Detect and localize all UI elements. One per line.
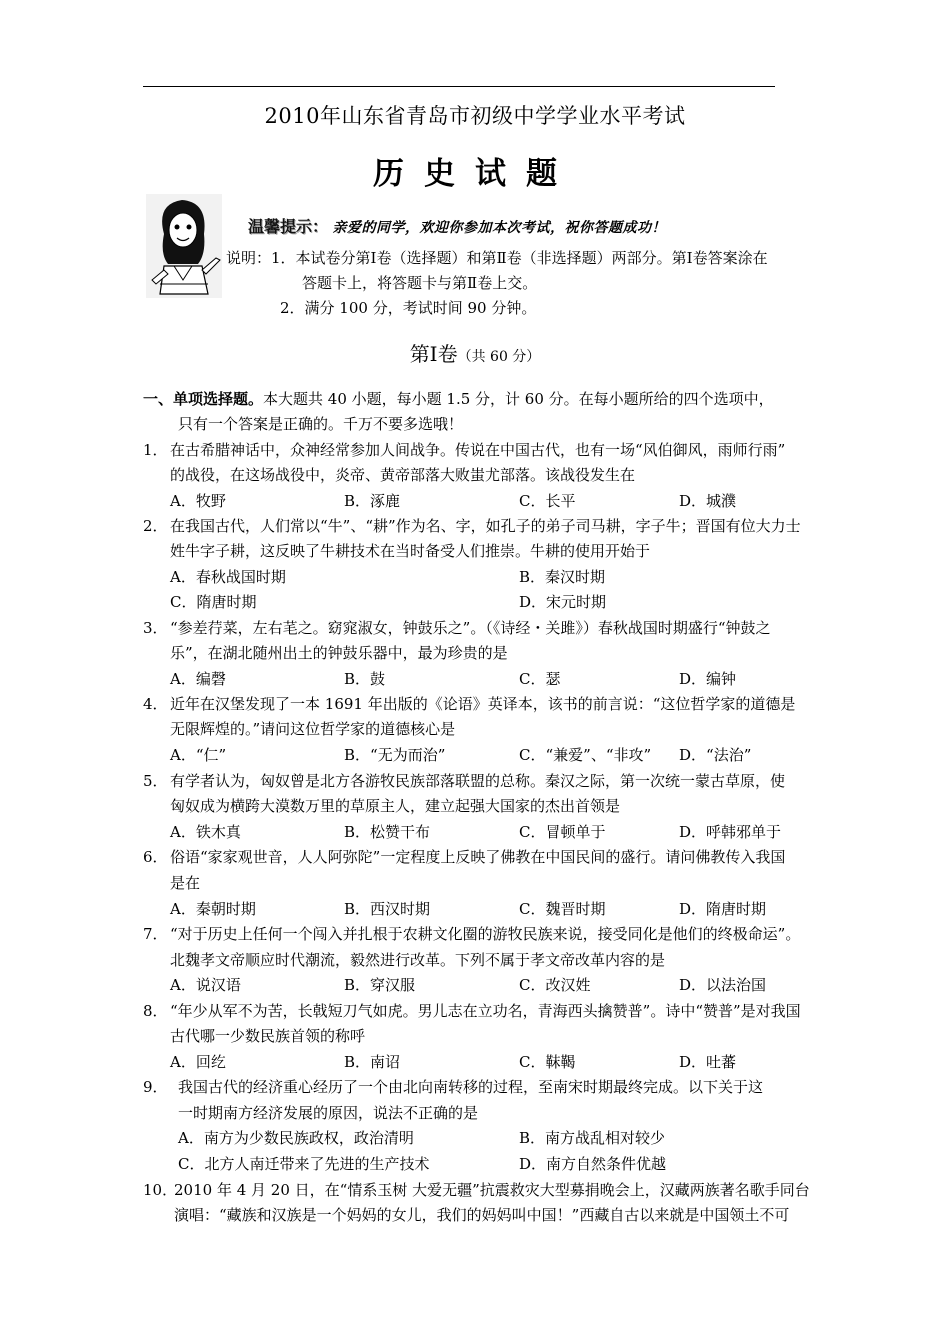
question-9-number: 9． [143, 1078, 168, 1096]
notes-line-1: 说明：1．本试卷分第Ⅰ卷（选择题）和第Ⅱ卷（非选择题）两部分。第Ⅰ卷答案涂在 [226, 249, 768, 267]
section-heading [0, 338, 950, 367]
tip-label: 温馨提示： [248, 217, 329, 236]
question-7-number: 7． [143, 925, 168, 943]
question-3-option-a: A．编磬 [170, 670, 226, 688]
question-4-line-1: 近年在汉堡发现了一本 1691 年出版的《论语》英译本，该书的前言说：“这位哲学家的道德是 [170, 695, 796, 713]
question-4-option-d: D．“法治” [679, 746, 752, 764]
question-1-option-c: C．长平 [519, 492, 576, 510]
question-8-option-d: D．吐蕃 [679, 1053, 737, 1071]
question-1-option-d: D．城濮 [679, 492, 737, 510]
question-1-option-a: A．牧野 [170, 492, 226, 510]
question-2-number: 2． [143, 517, 168, 535]
question-2-line-2: 姓牛字子耕，这反映了牛耕技术在当时备受人们推崇。牛耕的使用开始于 [170, 542, 651, 560]
instructions-line-1 [143, 389, 774, 409]
question-7-option-c: C．改汉姓 [519, 976, 591, 994]
question-6-line-1: 俗语“家家观世音，人人阿弥陀”一定程度上反映了佛教在中国民间的盛行。请问佛教传入我国 [170, 848, 786, 866]
question-6-option-c: C．魏晋时期 [519, 900, 606, 918]
instructions-label: 一、单项选择题。 [143, 390, 264, 408]
section-subtitle: （共 60 分） [457, 349, 541, 365]
question-6-option-b: B．西汉时期 [344, 900, 431, 918]
question-7-line-1: “对于历史上任何一个闯入并扎根于农耕文化圈的游牧民族来说，接受同化是他们的终极命运”。 [170, 925, 801, 943]
question-6-number: 6． [143, 848, 168, 866]
question-4-line-2: 无限辉煌的。”请问这位哲学家的道德核心是 [170, 720, 456, 738]
question-3-line-2: 乐”，在湖北随州出土的钟鼓乐器中，最为珍贵的是 [170, 644, 508, 662]
question-7-option-b: B．穿汉服 [344, 976, 416, 994]
question-5-number: 5． [143, 772, 168, 790]
question-8-option-b: B．南诏 [344, 1053, 401, 1071]
question-9-option-a: A．南方为少数民族政权，政治清明 [178, 1129, 414, 1147]
question-4-option-c: C．“兼爱”、“非攻” [519, 746, 652, 764]
question-1-number: 1． [143, 441, 168, 459]
question-10-number: 10． [143, 1181, 178, 1199]
question-9-line-2: 一时期南方经济发展的原因，说法不正确的是 [178, 1104, 479, 1122]
question-4-option-a: A．“仁” [170, 746, 227, 764]
question-2-option-c: C．隋唐时期 [170, 593, 257, 611]
question-4-option-b: B．“无为而治” [344, 746, 446, 764]
top-rule [143, 86, 775, 87]
section-title: 第Ⅰ卷 [409, 342, 458, 366]
exam-title: 2010年山东省青岛市初级中学学业水平考试 [264, 104, 686, 128]
question-3-option-d: D．编钟 [679, 670, 737, 688]
question-9-option-c: C．北方人南迁带来了先进的生产技术 [178, 1155, 430, 1173]
question-3-option-c: C．瑟 [519, 670, 561, 688]
question-10-line-1: 2010 年 4 月 20 日，在“情系玉树 大爱无疆”抗震救灾大型募捐晚会上，汉藏两族著名歌手同台 [174, 1181, 810, 1199]
question-7-line-2: 北魏孝文帝顺应时代潮流，毅然进行改革。下列不属于孝文帝改革内容的是 [170, 951, 666, 969]
subject-title: 历史试题 [373, 156, 577, 192]
cartoon-girl-icon [146, 194, 222, 298]
question-5-option-c: C．冒顿单于 [519, 823, 606, 841]
question-9-option-d: D．南方自然条件优越 [519, 1155, 667, 1173]
instructions-text-1: 本大题共 40 小题，每小题 1.5 分，计 60 分。在每小题所给的四个选项中， [263, 390, 774, 408]
question-2-option-d: D．宋元时期 [519, 593, 607, 611]
question-4-number: 4． [143, 695, 168, 713]
question-5-option-d: D．呼韩邪单于 [679, 823, 782, 841]
question-7-option-a: A．说汉语 [170, 976, 241, 994]
question-1-line-1: 在古希腊神话中，众神经常参加人间战争。传说在中国古代，也有一场“风伯御风，雨师行雨” [170, 441, 786, 459]
question-6-option-d: D．隋唐时期 [679, 900, 767, 918]
question-8-line-2: 古代哪一少数民族首领的称呼 [170, 1027, 366, 1045]
question-2-option-b: B．秦汉时期 [519, 568, 606, 586]
question-2-option-a: A．春秋战国时期 [170, 568, 286, 586]
question-6-option-a: A．秦朝时期 [170, 900, 256, 918]
question-3-line-1: “参差荇菜，左右芼之。窈窕淑女，钟鼓乐之”。（《诗经・关雎》）春秋战国时期盛行“钟鼓之 [170, 619, 771, 637]
question-1-option-b: B．涿鹿 [344, 492, 401, 510]
question-5-option-b: B．松赞干布 [344, 823, 431, 841]
question-6-line-2: 是在 [170, 874, 201, 892]
question-1-line-2: 的战役，在这场战役中，炎帝、黄帝部落大败蚩尤部落。该战役发生在 [170, 466, 636, 484]
instructions-line-2: 只有一个答案是正确的。千万不要多选哦！ [178, 415, 464, 433]
question-5-line-2: 匈奴成为横跨大漠数万里的草原主人，建立起强大国家的杰出首领是 [170, 797, 621, 815]
question-8-option-a: A．回纥 [170, 1053, 226, 1071]
question-7-option-d: D．以法治国 [679, 976, 767, 994]
question-3-number: 3． [143, 619, 168, 637]
notes-line-3: 2．满分 100 分，考试时间 90 分钟。 [280, 299, 537, 317]
question-3-option-b: B．鼓 [344, 670, 386, 688]
question-8-number: 8． [143, 1002, 168, 1020]
question-2-line-1: 在我国古代，人们常以“牛”、“耕”作为名、字，如孔子的弟子司马耕，字子牛；晋国有位大力士 [170, 517, 801, 535]
question-9-line-1: 我国古代的经济重心经历了一个由北向南转移的过程，至南宋时期最终完成。以下关于这 [178, 1078, 764, 1096]
question-5-line-1: 有学者认为，匈奴曾是北方各游牧民族部落联盟的总称。秦汉之际，第一次统一蒙古草原，使 [170, 772, 786, 790]
question-5-option-a: A．铁木真 [170, 823, 241, 841]
tip-text: 亲爱的同学，欢迎你参加本次考试，祝你答题成功！ [332, 220, 666, 236]
notes-line-2: 答题卡上，将答题卡与第Ⅱ卷上交。 [302, 274, 538, 292]
question-8-line-1: “年少从军不为苦，长戟短刀气如虎。男儿志在立功名，青海西头擒赞普”。诗中“赞普”是对我国 [170, 1002, 801, 1020]
question-9-option-b: B．南方战乱相对较少 [519, 1129, 666, 1147]
question-8-option-c: C．靺鞨 [519, 1053, 576, 1071]
question-10-line-2: 演唱：“藏族和汉族是一个妈妈的女儿，我们的妈妈叫中国！”西藏自古以来就是中国领土不可 [174, 1206, 790, 1224]
warm-tip [248, 214, 666, 237]
